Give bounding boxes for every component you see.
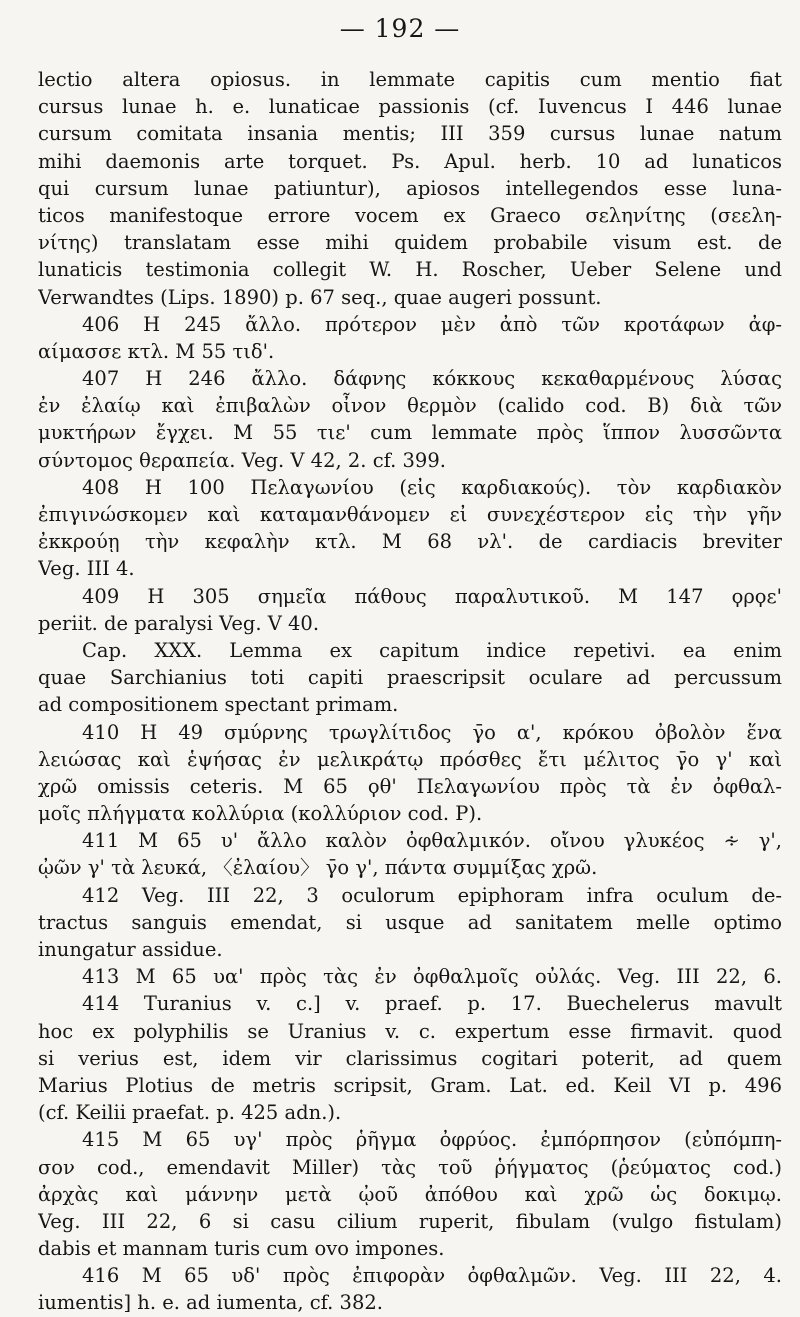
page-number: — 192 — <box>339 14 461 43</box>
note-408: 408 H 100 Πελαγωνίου (εἰς καρδιακούς). τὸν καρδιακὸν <box>82 475 782 499</box>
note-410: 410 H 49 σμύρνης τρωγλίτιδος γ̄ο α', κρόκου ὀβολὸν ἕνα <box>82 720 782 744</box>
text-line: Marius Plotius de metris scripsit, Gram. Lat. ed. Keil VI p. 496 <box>38 1073 782 1097</box>
note-412: 412 Veg. III 22, 3 oculorum epiphoram infra oculum de- <box>82 883 782 907</box>
text-line: Veg. III 4. <box>38 557 135 581</box>
text-line: lectio altera opiosus. in lemmate capitis cum mentio fiat <box>38 68 782 91</box>
chapter-note: Cap. XXX. Lemma ex capitum indice repetivi. ea enim <box>82 638 782 662</box>
note-414: 414 Turanius v. c.] v. praef. p. 17. Buechelerus mavult <box>82 992 782 1016</box>
text-line: ἀρχὰς καὶ μάννην μετὰ ᾠοῦ ἀπόθου καὶ χρῶ ὡς δοκιμῳ. <box>38 1182 782 1206</box>
text-line: σον cod., emendavit Miller) τὰς τοῦ ῥήγματος (ῥεύματος cod.) <box>38 1155 782 1179</box>
text-line: νίτης) translatam esse mihi quidem probabile visum est. de <box>38 231 782 255</box>
text-line: inungatur assidue. <box>38 938 223 961</box>
text-line: ἐν ἐλαίῳ καὶ ἐπιβαλὼν οἶνον θερμὸν (calido cod. B) διὰ τῶν <box>38 394 782 418</box>
text-line: dabis et mannam turis cum ovo impones. <box>38 1237 445 1261</box>
text-line: periit. de paralysi Veg. V 40. <box>38 611 320 635</box>
text-line: ἐπιγινώσκομεν καὶ καταμανθάνομεν εἰ συνεχέστερον εἰς τὴν γῆν <box>38 503 782 526</box>
text-line: hoc ex polyphilis se Uranius v. c. expertum esse firmavit. quod <box>38 1019 782 1043</box>
text-line: lunaticis testimonia collegit W. H. Roscher, Ueber Selene und <box>38 258 782 282</box>
text-line: μυκτήρων ἔγχει. M 55 τιε' cum lemmate πρὸς ἵππον λυσσῶντα <box>38 421 782 445</box>
text-line: ἐκκρούῃ τὴν κεφαλὴν κτλ. M 68 νλ'. de cardiacis breviter <box>38 530 782 554</box>
text-line: Verwandtes (Lips. 1890) p. 67 seq., quae augeri possunt. <box>38 285 602 309</box>
text-line: αίμασσε κτλ. M 55 τιδ'. <box>38 339 275 363</box>
note-413: 413 M 65 υα' πρὸς τὰς ἐν ὀφθαλμοῖς οὐλάς. Veg. III 22, 6. <box>82 965 782 989</box>
text-line: iumentis] h. e. ad iumenta, cf. 382. <box>38 1291 383 1315</box>
note-411: 411 M 65 υ' ἄλλο καλὸν ὀφθαλμικόν. οἴνου γλυκέος ∻ γ', <box>82 829 782 853</box>
text-line: mihi daemonis arte torquet. Ps. Apul. herb. 10 ad lunaticos <box>38 149 782 173</box>
note-406: 406 H 245 ἄλλο. πρότερον μὲν ἀπὸ τῶν κροτάφων ἀφ- <box>82 312 782 336</box>
text-line: qui cursum lunae patiuntur), apiosos intellegendos esse luna- <box>38 176 782 200</box>
text-line: ad compositionem spectant primam. <box>38 693 399 717</box>
text-line: tractus sanguis emendat, si usque ad sanitatem melle optimo <box>38 910 782 934</box>
note-407: 407 H 246 ἄλλο. δάφνης κόκκους κεκαθαρμένους λύσας <box>82 367 782 391</box>
text-line: λειώσας καὶ ἑψήσας ἐν μελικράτῳ πρόσθες ἔτι μέλιτος γ̄ο γ' καὶ <box>38 747 782 771</box>
commentary-text <box>38 66 782 1317</box>
note-415: 415 M 65 υγ' πρὸς ῥῆγμα ὀφρύος. ἐμπόρπησον (εὐπόμπη- <box>82 1128 782 1152</box>
text-line: quae Sarchianius toti capiti praescripsit oculare ad percussum <box>38 666 782 690</box>
text-line: σύντομος θεραπεία. Veg. V 42, 2. cf. 399. <box>38 448 446 472</box>
text-line: (cf. Keilii praefat. p. 425 adn.). <box>38 1101 342 1125</box>
text-line: cursus lunae h. e. lunaticae passionis (cf. Iuvencus I 446 lunae <box>38 95 782 119</box>
note-409: 409 H 305 σημεῖα πάθους παραλυτικοῦ. M 147 ϙρϙε' <box>82 584 782 608</box>
text-line: ᾠῶν γ' τὰ λευκά, 〈ἐλαίου〉 γ̄ο γ', πάντα συμμίξας χρῶ. <box>38 856 598 880</box>
note-416: 416 M 65 υδ' πρὸς ἐπιφορὰν ὀφθαλμῶν. Veg. III 22, 4. <box>82 1264 782 1288</box>
text-line: μοῖς πλήγματα κολλύρια (κολλύριον cod. P). <box>38 802 483 826</box>
text-line: cursum comitata insania mentis; III 359 cursus lunae natum <box>38 122 782 146</box>
text-line: χρῶ omissis ceteris. M 65 ϙθ' Πελαγωνίου πρὸς τὰ ἐν ὀφθαλ- <box>38 774 782 798</box>
text-line: ticos manifestoque errore vocem ex Graeco σεληνίτης (σεελη- <box>38 203 782 227</box>
text-line: si verius est, idem vir clarissimus cogitari poterit, ad quem <box>38 1046 782 1070</box>
text-line: Veg. III 22, 6 si casu cilium ruperit, fibulam (vulgo fistulam) <box>38 1209 782 1233</box>
